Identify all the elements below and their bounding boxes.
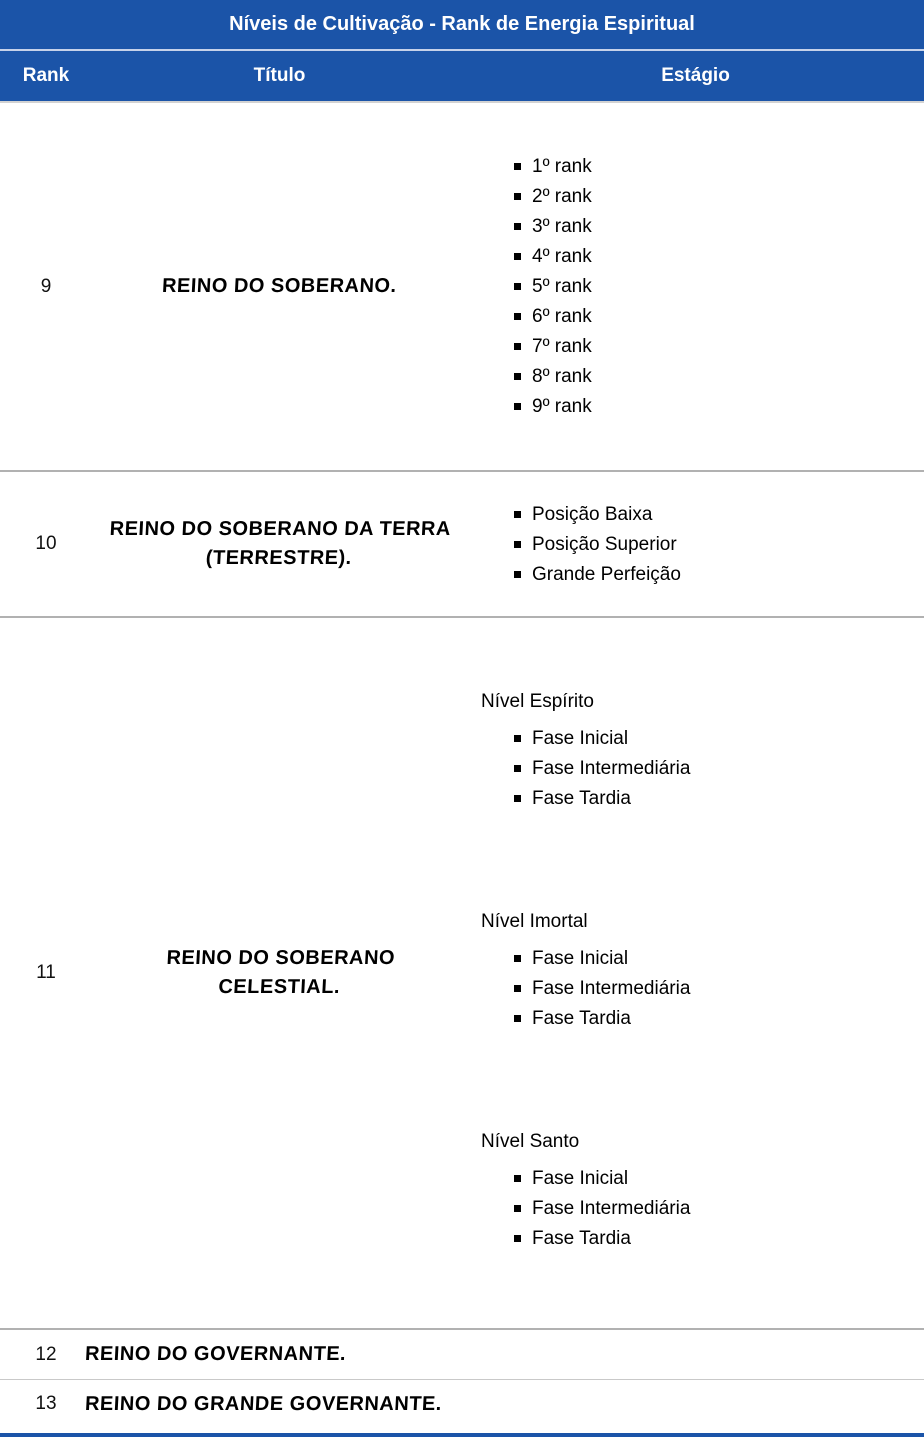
square-bullet-icon	[514, 283, 521, 290]
list-item-label: 5º rank	[532, 276, 592, 297]
table-row-rank-12	[0, 1330, 924, 1380]
list-item-label: Fase Inicial	[532, 1167, 629, 1189]
square-bullet-icon	[514, 1175, 521, 1182]
square-bullet-icon	[514, 985, 521, 992]
square-bullet-icon	[514, 541, 521, 548]
square-bullet-icon	[514, 765, 521, 772]
list-item	[514, 275, 924, 298]
title-cell: REINO DO GOVERNANTE.	[84, 1343, 347, 1365]
stage-group-espirito	[481, 690, 924, 810]
rank-cell: 10	[35, 533, 57, 554]
list-item-label: 8º rank	[532, 366, 592, 387]
stage-cell	[467, 496, 924, 593]
list-item	[514, 947, 924, 970]
square-bullet-icon	[514, 343, 521, 350]
table-row-rank-13	[0, 1380, 924, 1428]
list-item	[514, 155, 924, 178]
list-item	[514, 245, 924, 268]
stage-group-heading: Nível Espírito	[481, 690, 594, 712]
square-bullet-icon	[514, 403, 521, 410]
square-bullet-icon	[514, 571, 521, 578]
square-bullet-icon	[514, 193, 521, 200]
column-header-rank: Rank	[22, 65, 70, 86]
list-item-label: 4º rank	[532, 246, 592, 267]
stage-list	[481, 155, 924, 418]
title-cell: REINO DO SOBERANO.	[161, 275, 398, 297]
list-item-label: Fase Intermediária	[532, 977, 691, 999]
stage-list	[481, 1167, 924, 1250]
stage-cell	[467, 690, 924, 1257]
list-item	[514, 563, 924, 586]
list-item-label: 9º rank	[532, 396, 592, 417]
stage-list	[481, 947, 924, 1030]
list-item	[514, 1227, 924, 1250]
rank-cell: 13	[35, 1393, 57, 1414]
title-cell: REINO DO GRANDE GOVERNANTE.	[84, 1392, 443, 1415]
rank-cell: 12	[35, 1343, 57, 1365]
table-row-rank-9	[0, 103, 924, 472]
list-item	[514, 727, 924, 750]
list-item-label: Fase Tardia	[532, 1227, 631, 1249]
list-item-label: Fase Intermediária	[532, 757, 691, 779]
square-bullet-icon	[514, 373, 521, 380]
list-item-label: Fase Tardia	[532, 787, 631, 809]
next-table-header-strip	[0, 1433, 924, 1437]
square-bullet-icon	[514, 735, 521, 742]
column-header-row	[0, 51, 924, 103]
square-bullet-icon	[514, 1235, 521, 1242]
list-item-label: Posição Baixa	[532, 503, 653, 525]
list-item-label: 7º rank	[532, 336, 592, 357]
column-header-titulo: Título	[253, 65, 306, 86]
list-item-label: 2º rank	[532, 186, 592, 207]
list-item-label: Fase Inicial	[532, 947, 629, 969]
title-cell: REINO DO SOBERANO CELESTIAL.	[165, 947, 396, 998]
stage-list	[481, 503, 924, 586]
stage-list	[481, 727, 924, 810]
stage-group-heading: Nível Imortal	[481, 910, 588, 932]
list-item-label: Fase Intermediária	[532, 1197, 691, 1219]
list-item-label: Fase Tardia	[532, 1007, 631, 1029]
list-item	[514, 365, 924, 388]
square-bullet-icon	[514, 795, 521, 802]
list-item-label: 3º rank	[532, 216, 592, 237]
stage-group	[481, 503, 924, 586]
list-item	[514, 1007, 924, 1030]
square-bullet-icon	[514, 1205, 521, 1212]
list-item-label: Grande Perfeição	[532, 563, 681, 585]
stage-group-imortal	[481, 910, 924, 1030]
square-bullet-icon	[514, 223, 521, 230]
list-item-label: Posição Superior	[532, 533, 677, 555]
title-cell: REINO DO SOBERANO DA TERRA (TERRESTRE).	[109, 518, 452, 569]
list-item	[514, 1197, 924, 1220]
list-item	[514, 1167, 924, 1190]
list-item	[514, 503, 924, 526]
table-title: Níveis de Cultivação - Rank de Energia Espiritual	[229, 13, 695, 35]
column-header-estagio: Estágio	[661, 65, 730, 86]
list-item	[514, 533, 924, 556]
list-item	[514, 787, 924, 810]
square-bullet-icon	[514, 1015, 521, 1022]
square-bullet-icon	[514, 511, 521, 518]
table-row-rank-10	[0, 472, 924, 618]
table-title-band	[0, 0, 924, 51]
table-row-rank-11	[0, 618, 924, 1330]
list-item	[514, 395, 924, 418]
square-bullet-icon	[514, 253, 521, 260]
list-item	[514, 977, 924, 1000]
rank-cell: 9	[40, 275, 52, 297]
square-bullet-icon	[514, 163, 521, 170]
list-item-label: 6º rank	[532, 306, 592, 327]
stage-group-santo	[481, 1130, 924, 1250]
stage-group	[481, 155, 924, 418]
list-item-label: 1º rank	[532, 156, 592, 177]
list-item	[514, 185, 924, 208]
list-item	[514, 305, 924, 328]
list-item	[514, 757, 924, 780]
list-item	[514, 335, 924, 358]
square-bullet-icon	[514, 955, 521, 962]
square-bullet-icon	[514, 313, 521, 320]
list-item	[514, 215, 924, 238]
list-item-label: Fase Inicial	[532, 727, 629, 749]
stage-cell	[467, 148, 924, 425]
rank-cell: 11	[36, 962, 56, 983]
stage-group-heading: Nível Santo	[481, 1130, 580, 1152]
